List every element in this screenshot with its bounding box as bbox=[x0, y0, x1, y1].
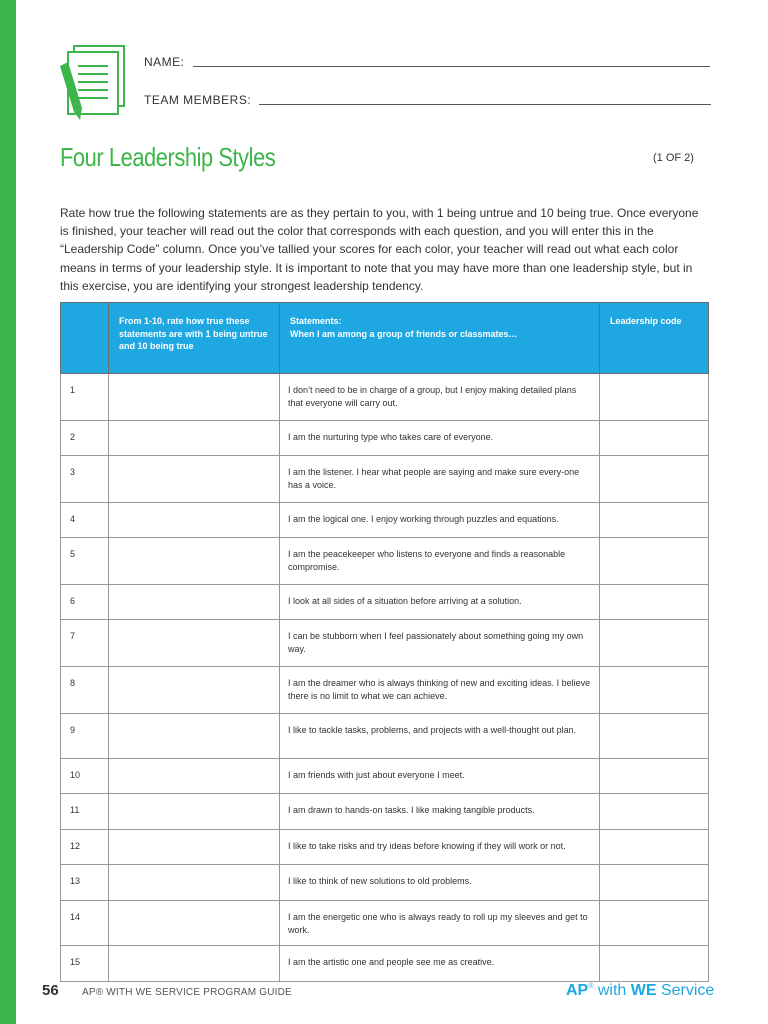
table-row bbox=[61, 421, 709, 456]
name-line bbox=[193, 65, 710, 67]
rating-input-cell[interactable] bbox=[109, 456, 280, 503]
table-row bbox=[61, 456, 709, 503]
leadership-code-input-cell[interactable] bbox=[600, 374, 709, 421]
header-statements bbox=[280, 303, 600, 374]
guide-title: AP® WITH WE SERVICE PROGRAM GUIDE bbox=[82, 987, 292, 998]
rating-input-cell[interactable] bbox=[109, 946, 280, 982]
rating-input-cell[interactable] bbox=[109, 374, 280, 421]
page-number: 56 bbox=[42, 982, 59, 999]
side-accent-bar bbox=[0, 0, 16, 1024]
row-number: 4 bbox=[61, 503, 109, 538]
row-number: 6 bbox=[61, 585, 109, 620]
statement-cell: I don’t need to be in charge of a group, but I enjoy making detailed plans that everyone will carry out. bbox=[280, 374, 600, 421]
team-members-line bbox=[259, 103, 711, 105]
header-rating: From 1-10, rate how true these statements are with 1 being untrue and 10 being true bbox=[109, 303, 280, 374]
row-number: 7 bbox=[61, 620, 109, 667]
table-header-row bbox=[61, 303, 709, 374]
statement-cell: I look at all sides of a situation before arriving at a solution. bbox=[280, 585, 600, 620]
name-label: NAME: bbox=[144, 55, 185, 69]
document-pencil-icon bbox=[58, 44, 130, 124]
table-row bbox=[61, 620, 709, 667]
ap-with-we-service-logo: AP® with WE Service bbox=[566, 982, 715, 999]
instructions-paragraph: Rate how true the following statements are as they pertain to you, with 1 being untrue and 10 being true. Once everyone is finished, your teacher will read out the color that corresponds with each question, and you will enter this in the “Leadership Code” column. Once you’ve tallied your scores for each color, your teacher will read out what each color means in terms of your leadership style. It is important to note that you may have more than one leadership style, but in this exercise, you are identifying your strongest leadership tendency. bbox=[60, 206, 699, 293]
leadership-code-input-cell[interactable] bbox=[600, 456, 709, 503]
table-row bbox=[61, 946, 709, 982]
team-members-label: TEAM MEMBERS: bbox=[144, 93, 252, 107]
row-number: 2 bbox=[61, 421, 109, 456]
leadership-code-input-cell[interactable] bbox=[600, 503, 709, 538]
statement-cell: I like to tackle tasks, problems, and projects with a well-thought out plan. bbox=[280, 714, 600, 759]
leadership-code-input-cell[interactable] bbox=[600, 901, 709, 946]
statement-cell: I can be stubborn when I feel passionately about something going my own way. bbox=[280, 620, 600, 667]
statement-cell: I am the dreamer who is always thinking of new and exciting ideas. I believe there is no limit to what we can achieve. bbox=[280, 667, 600, 714]
leadership-code-input-cell[interactable] bbox=[600, 794, 709, 830]
team-members-field[interactable] bbox=[144, 93, 711, 107]
row-number: 12 bbox=[61, 830, 109, 865]
row-number: 1 bbox=[61, 374, 109, 421]
rating-input-cell[interactable] bbox=[109, 794, 280, 830]
row-number: 9 bbox=[61, 714, 109, 759]
leadership-code-input-cell[interactable] bbox=[600, 946, 709, 982]
table-row bbox=[61, 714, 709, 759]
statement-cell: I am the peacekeeper who listens to everyone and finds a reasonable compromise. bbox=[280, 538, 600, 585]
statement-cell: I like to take risks and try ideas before knowing if they will work or not. bbox=[280, 830, 600, 865]
statement-cell: I am the nurturing type who takes care of everyone. bbox=[280, 421, 600, 456]
statement-cell: I am the artistic one and people see me as creative. bbox=[280, 946, 600, 982]
statement-cell: I like to think of new solutions to old problems. bbox=[280, 865, 600, 901]
name-field[interactable] bbox=[144, 55, 710, 69]
row-number: 10 bbox=[61, 759, 109, 794]
rating-input-cell[interactable] bbox=[109, 503, 280, 538]
table-row bbox=[61, 374, 709, 421]
row-number: 11 bbox=[61, 794, 109, 830]
page-indicator: (1 OF 2) bbox=[653, 152, 694, 164]
row-number: 15 bbox=[61, 946, 109, 982]
rating-input-cell[interactable] bbox=[109, 421, 280, 456]
header-leadership-code: Leadership code bbox=[600, 303, 709, 374]
header-number-cell bbox=[61, 303, 109, 374]
row-number: 3 bbox=[61, 456, 109, 503]
leadership-code-input-cell[interactable] bbox=[600, 585, 709, 620]
table-row bbox=[61, 759, 709, 794]
statement-cell: I am the logical one. I enjoy working through puzzles and equations. bbox=[280, 503, 600, 538]
rating-input-cell[interactable] bbox=[109, 585, 280, 620]
statement-cell: I am the energetic one who is always ready to roll up my sleeves and get to work. bbox=[280, 901, 600, 946]
row-number: 13 bbox=[61, 865, 109, 901]
header-statements-title: Statements: bbox=[290, 316, 342, 326]
table-row bbox=[61, 538, 709, 585]
leadership-code-input-cell[interactable] bbox=[600, 830, 709, 865]
rating-input-cell[interactable] bbox=[109, 538, 280, 585]
table-row bbox=[61, 667, 709, 714]
rating-input-cell[interactable] bbox=[109, 620, 280, 667]
leadership-table bbox=[60, 302, 709, 982]
rating-input-cell[interactable] bbox=[109, 759, 280, 794]
table-row bbox=[61, 830, 709, 865]
leadership-code-input-cell[interactable] bbox=[600, 667, 709, 714]
rating-input-cell[interactable] bbox=[109, 830, 280, 865]
table-row bbox=[61, 503, 709, 538]
statement-cell: I am friends with just about everyone I meet. bbox=[280, 759, 600, 794]
rating-input-cell[interactable] bbox=[109, 901, 280, 946]
page-title: Four Leadership Styles bbox=[60, 142, 276, 172]
leadership-code-input-cell[interactable] bbox=[600, 538, 709, 585]
leadership-code-input-cell[interactable] bbox=[600, 421, 709, 456]
table-row bbox=[61, 794, 709, 830]
leadership-code-input-cell[interactable] bbox=[600, 865, 709, 901]
row-number: 8 bbox=[61, 667, 109, 714]
statement-cell: I am drawn to hands-on tasks. I like making tangible products. bbox=[280, 794, 600, 830]
table-row bbox=[61, 585, 709, 620]
row-number: 5 bbox=[61, 538, 109, 585]
rating-input-cell[interactable] bbox=[109, 714, 280, 759]
table-row bbox=[61, 901, 709, 946]
row-number: 14 bbox=[61, 901, 109, 946]
leadership-code-input-cell[interactable] bbox=[600, 714, 709, 759]
rating-input-cell[interactable] bbox=[109, 667, 280, 714]
leadership-code-input-cell[interactable] bbox=[600, 759, 709, 794]
table-row bbox=[61, 865, 709, 901]
header-statements-subtitle: When I am among a group of friends or classmates… bbox=[290, 328, 518, 339]
leadership-code-input-cell[interactable] bbox=[600, 620, 709, 667]
statement-cell: I am the listener. I hear what people are saying and make sure every-one has a voice. bbox=[280, 456, 600, 503]
rating-input-cell[interactable] bbox=[109, 865, 280, 901]
